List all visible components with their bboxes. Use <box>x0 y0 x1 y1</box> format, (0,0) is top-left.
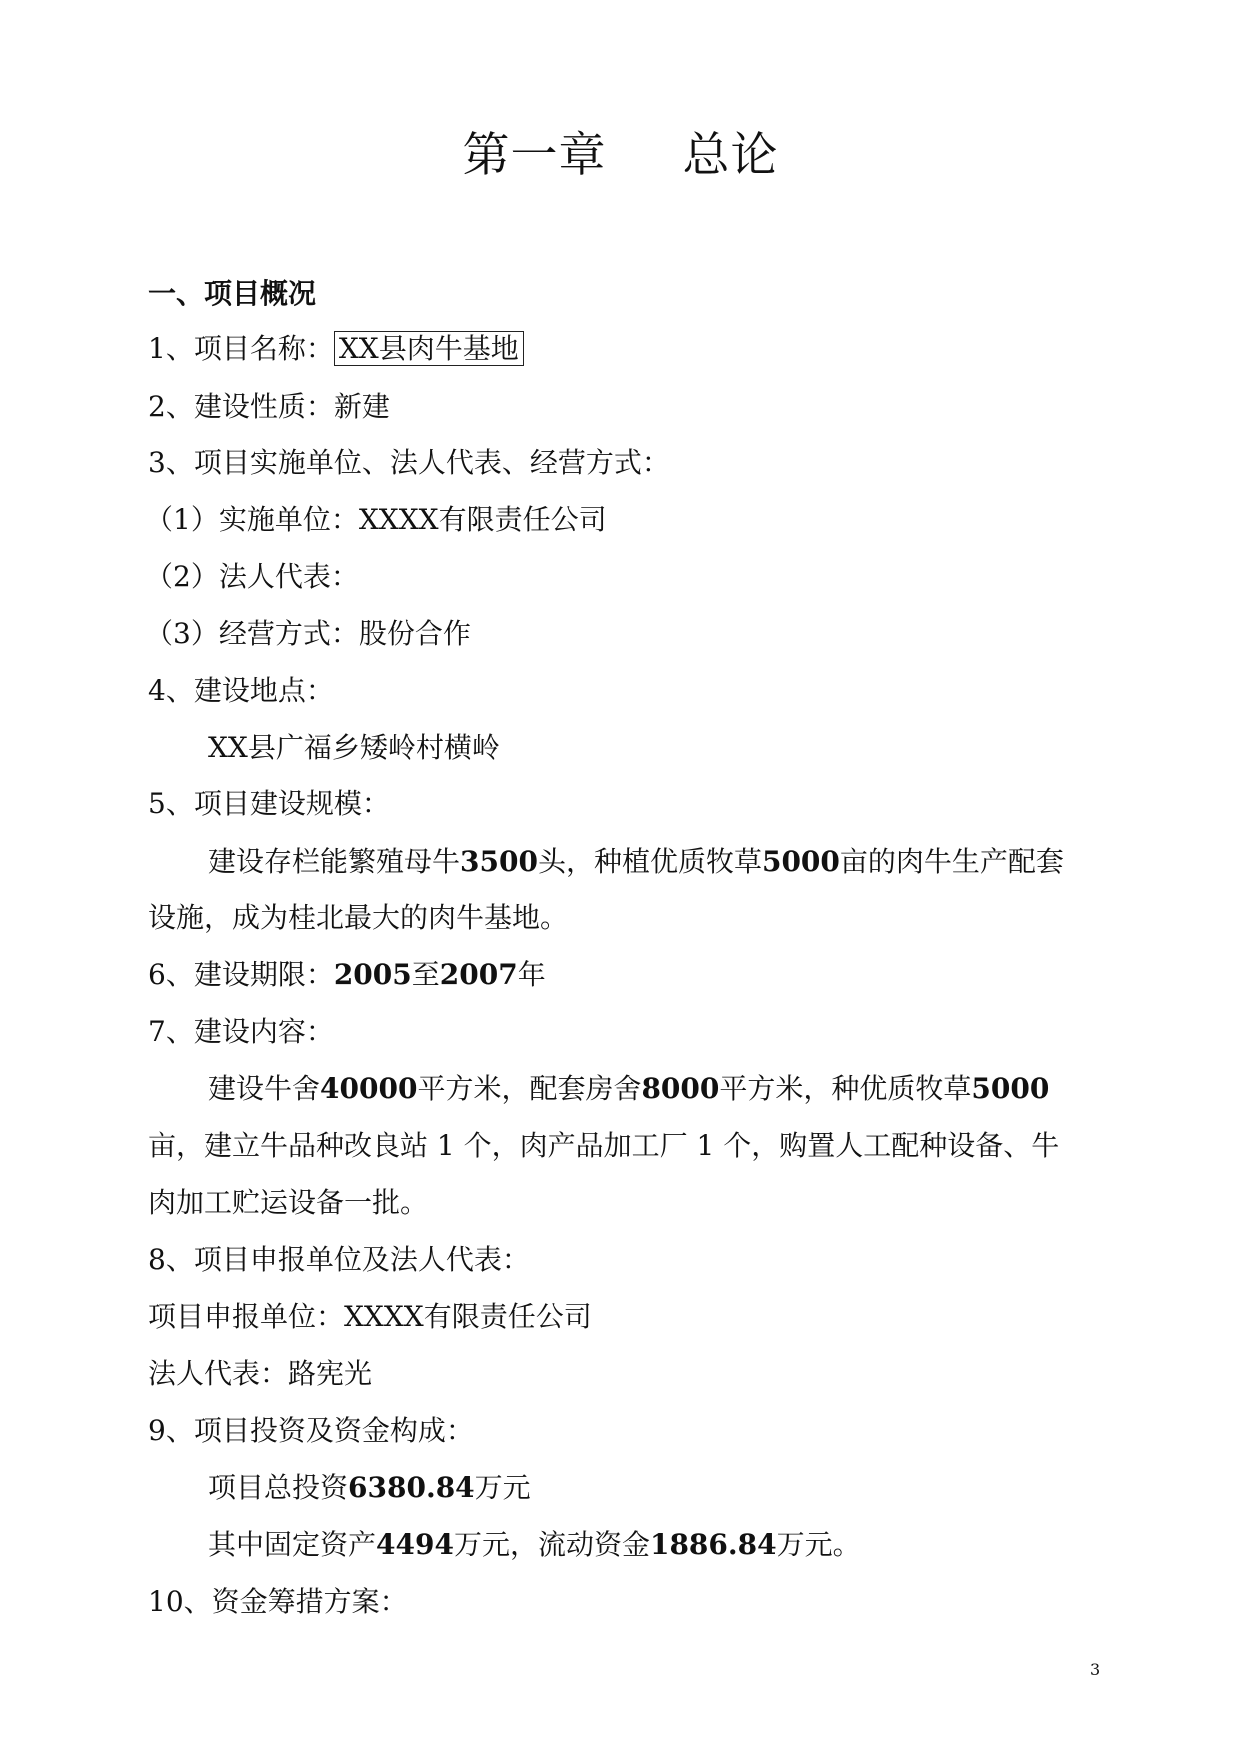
scale-paragraph-line2: 设施，成为桂北最大的肉牛基地。 <box>148 901 569 934</box>
number: 4494 <box>376 1528 454 1561</box>
item-funding-heading: 10、资金筹措方案： <box>148 1585 408 1618</box>
text: 项目总投资 <box>208 1471 349 1504</box>
item-unit <box>145 502 607 538</box>
item-investment-heading: 9、项目投资及资金构成： <box>148 1414 474 1447</box>
item-nature: 2、建设性质：新建 <box>148 390 390 423</box>
number: 3500 <box>460 845 538 878</box>
number: 6380.84 <box>348 1471 475 1504</box>
number: 1886.84 <box>649 1528 777 1561</box>
item-location-heading: 4、建设地点： <box>148 674 334 707</box>
text: 建设存栏能繁殖母牛 <box>208 845 461 878</box>
item-scale-heading: 5、项目建设规模： <box>148 787 390 820</box>
page-number: 3 <box>1090 1660 1101 1679</box>
text: 头，种植优质牧草 <box>537 845 762 878</box>
item-applicant-unit: 项目申报单位：XXXX有限责任公司 <box>148 1300 592 1333</box>
number: 5000 <box>971 1072 1050 1105</box>
item-applicant-heading: 8、项目申报单位及法人代表： <box>148 1243 530 1276</box>
text: 万元 <box>474 1471 531 1504</box>
content-paragraph-line3: 肉加工贮运设备一批。 <box>148 1186 429 1219</box>
item-content-heading: 7、建设内容： <box>148 1015 334 1048</box>
item-legal-rep: （2）法人代表： <box>145 560 359 593</box>
number: 5000 <box>761 845 840 878</box>
content-paragraph-line2: 亩，建立牛品种改良站 1 个，肉产品加工厂 1 个，购置人工配种设备、牛 <box>148 1129 1060 1162</box>
investment-breakdown <box>208 1527 861 1563</box>
item-unit-heading: 3、项目实施单位、法人代表、经营方式： <box>148 446 670 479</box>
item-value: XXXX有限责任公司 <box>358 503 607 536</box>
scale-paragraph-line1 <box>208 844 1064 880</box>
item-project-name <box>148 331 524 367</box>
item-period <box>148 957 546 993</box>
content-paragraph-line1 <box>208 1071 1049 1107</box>
item-operation: （3）经营方式：股份合作 <box>145 617 471 650</box>
text: 其中固定资产 <box>208 1528 377 1561</box>
chapter-number: 第一章 <box>462 128 607 183</box>
text: 亩的肉牛生产配套 <box>839 845 1064 878</box>
end-year: 2007 <box>439 958 518 991</box>
chapter-name: 总论 <box>682 128 779 183</box>
text: 万元。 <box>776 1528 861 1561</box>
text: 平方米，配套房舍 <box>417 1072 642 1105</box>
text: 平方米，种优质牧草 <box>719 1072 972 1105</box>
number: 40000 <box>320 1072 418 1105</box>
item-location: XX县广福乡矮岭村横岭 <box>208 731 500 764</box>
text: 建设牛舍 <box>208 1072 321 1105</box>
project-name-box: XX县肉牛基地 <box>334 331 524 366</box>
item-label: 1、项目名称： <box>148 332 334 365</box>
chapter-title <box>0 118 1241 185</box>
item-applicant-rep: 法人代表：路宪光 <box>148 1357 373 1390</box>
section-heading: 一、项目概况 <box>148 277 317 310</box>
text: 万元，流动资金 <box>453 1528 650 1561</box>
text: 年 <box>517 958 546 991</box>
item-label: （1）实施单位： <box>145 503 359 536</box>
start-year: 2005 <box>333 958 412 991</box>
investment-total <box>208 1470 531 1506</box>
text: 至 <box>411 958 440 991</box>
number: 8000 <box>641 1072 720 1105</box>
item-label: 6、建设期限： <box>148 958 334 991</box>
